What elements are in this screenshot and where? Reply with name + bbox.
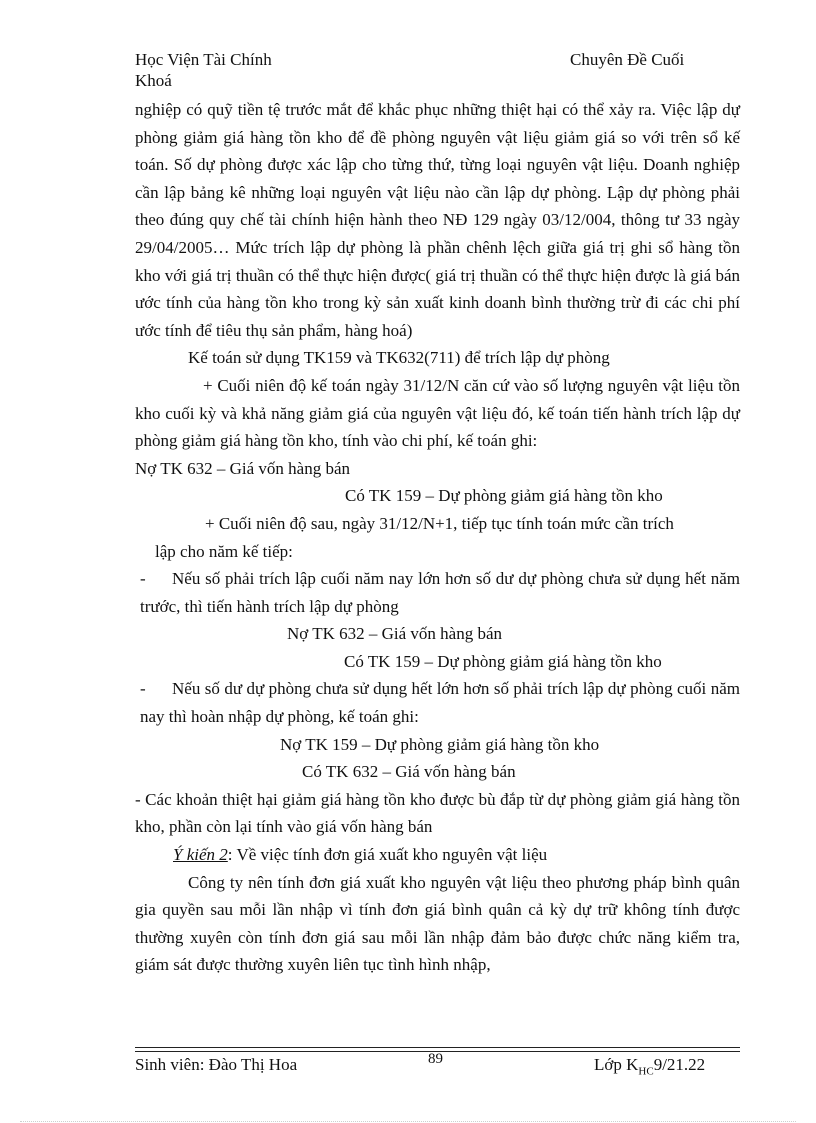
bullet-case-2 xyxy=(135,675,740,730)
paragraph-next-year-cont: lập cho năm kế tiếp: xyxy=(155,541,293,561)
document-body xyxy=(135,96,740,979)
header-left xyxy=(135,49,272,91)
entry-credit-159: Có TK 159 – Dự phòng giảm giá hàng tồn kho xyxy=(345,486,663,506)
entry-debit-632: Nợ TK 632 – Giá vốn hàng bán xyxy=(135,458,351,478)
paragraph-losses: - Các khoản thiệt hại giảm giá hàng tồn kho được bù đắp từ dự phòng giảm giá hàng tồn kho, phần còn lại tính vào giá vốn hàng bán xyxy=(135,789,740,837)
bullet-case-2-text: Nếu số dư dự phòng chưa sử dụng hết lớn hơn số phải trích lập dự phòng cuối năm nay thì hoàn nhập dự phòng, kế toán ghi: xyxy=(140,679,740,727)
paragraph-unit-price: Công ty nên tính đơn giá xuất kho nguyên vật liệu theo phương pháp bình quân gia quyền sau mỗi lần nhập vì tính đơn giá bình quân cả kỳ dự trữ không tính được thường xuyên còn tính đơn giá sau mỗi lần nhập đảm bảo được chức năng kiểm tra, giám sát được thường xuyên liên tục tình hình nhập, xyxy=(135,872,740,975)
entry-debit-159: Nợ TK 159 – Dự phòng giảm giá hàng tồn kho xyxy=(280,734,600,754)
entry-credit-159-b: Có TK 159 – Dự phòng giảm giá hàng tồn kho xyxy=(344,651,662,671)
paragraph-year-end: + Cuối niên độ kế toán ngày 31/12/N căn cứ vào số lượng nguyên vật liệu tồn kho cuối kỳ và khả năng giảm giá của nguyên vật liệu đó, kế toán tiến hành trích lập dự phòng giảm giá hàng tồn kho, tính vào chi phí, kế toán ghi: xyxy=(135,375,740,451)
bullet-case-1-text: Nếu số phải trích lập cuối năm nay lớn hơn số dư dự phòng chưa sử dụng hết năm trước, thì tiến hành trích lập dự phòng xyxy=(140,569,740,616)
bullet-case-1 xyxy=(135,565,740,620)
entry-credit-632: Có TK 632 – Giá vốn hàng bán xyxy=(302,762,516,782)
page-edge-divider xyxy=(20,1121,796,1122)
opinion-2-title: : Về việc tính đơn giá xuất kho nguyên vật liệu xyxy=(227,845,548,865)
dash-bullet: - xyxy=(140,679,146,699)
footer-class-sub: HC xyxy=(638,1065,654,1078)
footer-class xyxy=(594,1055,705,1077)
footer-student: Sinh viên: Đào Thị Hoa xyxy=(135,1055,298,1074)
header-khoa: Khoá xyxy=(135,71,172,90)
paragraph-opinion-2 xyxy=(135,841,740,869)
header-institution: Học Viện Tài Chính xyxy=(135,50,272,69)
paragraph-accounts-used: Kế toán sử dụng TK159 và TK632(711) để trích lập dự phòng xyxy=(188,348,610,368)
page-number: 89 xyxy=(428,1051,443,1067)
opinion-2-label: Ý kiến 2 xyxy=(173,845,228,865)
header-right: Chuyên Đề Cuối xyxy=(570,50,685,69)
footer-class-prefix: Lớp K xyxy=(594,1055,639,1074)
footer-rule-top xyxy=(135,1047,740,1048)
paragraph-next-year: + Cuối niên độ sau, ngày 31/12/N+1, tiếp tục tính toán mức cần trích xyxy=(205,513,674,533)
dash-bullet: - xyxy=(140,569,146,589)
paragraph-provision-intro: nghiệp có quỹ tiền tệ trước mắt để khắc phục những thiệt hại có thể xảy ra. Việc lập dự phòng giảm giá hàng tồn kho để đề phòng nguyên vật liệu giảm giá so với trên sổ kế toán. Số dự phòng được xác lập cho từng thứ, từng loại nguyên vật liệu. Doanh nghiệp cần lập bảng kê những loại nguyên vật liệu nào cần lập dự phòng. Lập dự phòng phải theo đúng quy chế tài chính hiện hành theo NĐ 129 ngày 03/12/004, thông tư 33 ngày 29/04/2005… Mức trích lập dự phòng là phần chênh lệch giữa giá trị ghi sổ hàng tồn kho với giá trị thuần có thể thực hiện được( giá trị thuần có thể thực hiện được là giá bán ước tính của hàng tồn kho trong kỳ sản xuất kinh doanh bình thường trừ đi các chi phí ước tính để tiêu thụ sản phẩm, hàng hoá) xyxy=(135,100,740,340)
footer-class-suffix: 9/21.22 xyxy=(653,1055,706,1074)
entry-debit-632-b: Nợ TK 632 – Giá vốn hàng bán xyxy=(287,624,503,644)
